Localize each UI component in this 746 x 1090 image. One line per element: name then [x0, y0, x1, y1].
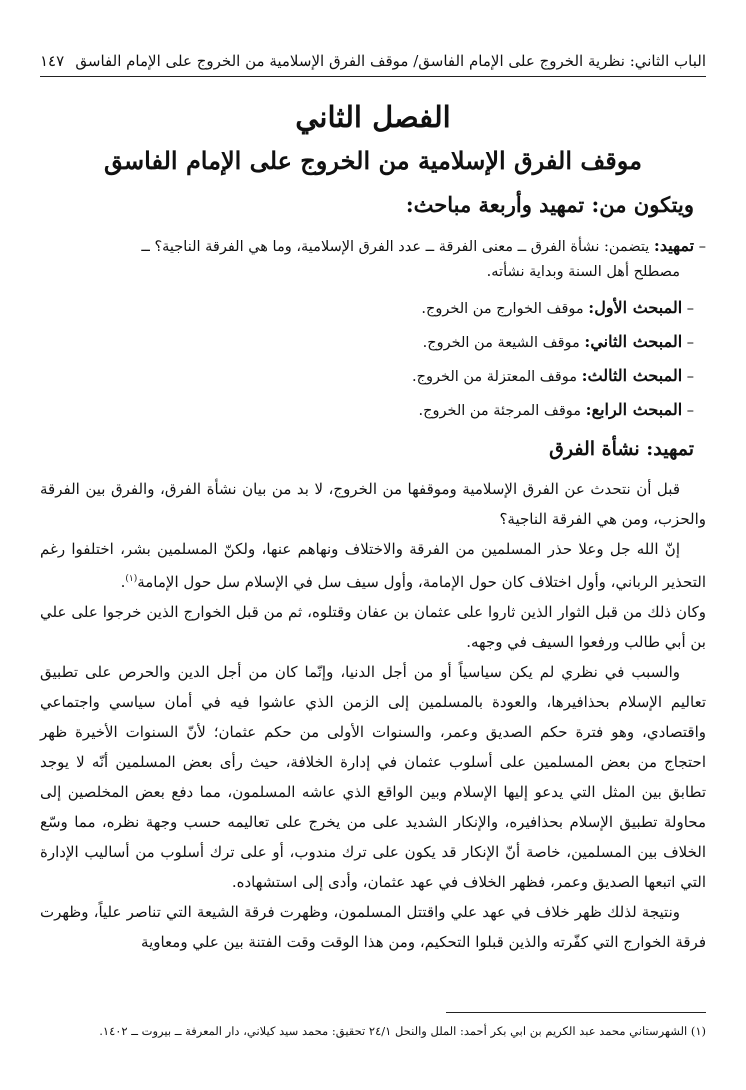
toc-item-label: المبحث الرابع: — [585, 400, 683, 419]
body-text — [40, 474, 706, 957]
toc-tamheed-label: تمهيد: — [653, 236, 695, 255]
header-title: الباب الثاني: نظرية الخروج على الإمام الفاسق/ موقف الفرق الإسلامية من الخروج على الإمام الفاسق — [75, 52, 706, 70]
toc-item: – المبحث الثاني: موقف الشيعة من الخروج. — [422, 332, 694, 351]
paragraph: قبل أن نتحدث عن الفرق الإسلامية وموقفها من الخروج، لا بد من بيان نشأة الفرق، والفرق بين الفرقة والحزب، ومن هي الفرقة الناجية؟ — [40, 480, 706, 528]
toc-tamheed-text: يتضمن: نشأة الفرق ــ معنى الفرقة ــ عدد الفرق الإسلامية، وما هي الفرقة الناجية؟ ــ — [141, 239, 650, 255]
toc-tamheed-cont — [487, 264, 680, 280]
footnote-divider — [446, 1012, 706, 1013]
paragraph: وكان ذلك من قبل الثوار الذين ثاروا على عثمان بن عفان وقتلوه، ثم من قبل الخوارج الذين خرجوا على علي بن أبي طالب ورفعوا السيف في وجهه. — [40, 603, 706, 651]
toc-item: – المبحث الرابع: موقف المرجئة من الخروج. — [418, 400, 694, 419]
footnote-ref: (١) — [125, 574, 138, 584]
paragraph: ونتيجة لذلك ظهر خلاف في عهد علي واقتتل المسلمون، وظهرت فرقة الشيعة التي تناصر علياً، وظهرت فرقة الخوارج التي كفّرته والذين قبلوا التحكيم، ومن هذا الوقت وقت الفتنة بين علي ومعاوية — [40, 903, 706, 951]
toc-item-text: موقف الخوارج من الخروج. — [421, 301, 584, 317]
page-number: ١٤٧ — [40, 52, 65, 70]
paragraph: إنّ الله جل وعلا حذر المسلمين من الفرقة والاختلاف ونهاهم عنها، ولكنّ المسلمين بشر، اختلفوا رغم التحذير الرباني، وأول اختلاف كان حول الإمامة، وأول سيف سل في الإسلام سل حول الإمامة$^{(١)}$. — [40, 540, 706, 591]
chapter-number: الفصل الثاني — [295, 100, 451, 134]
footnote: (١) الشهرستاني محمد عبد الكريم بن ابي بكر أحمد: الملل والنحل ٢٤/١ تحقيق: محمد سيد كيلاني، دار المعرفة ــ بيروت ــ ١٤٠٢. — [99, 1024, 706, 1038]
running-header — [40, 46, 706, 77]
toc-item: – المبحث الأول: موقف الخوارج من الخروج. — [421, 298, 694, 317]
chapter-intro: ويتكون من: تمهيد وأربعة مباحث: — [405, 192, 694, 217]
paragraph-text: إنّ الله جل وعلا حذر المسلمين من الفرقة والاختلاف ونهاهم عنها، ولكنّ المسلمين بشر، اختلفوا رغم التحذير الرباني، وأول اختلاف كان حول الإمامة، وأول سيف سل في الإسلام سل حول الإمامة — [40, 540, 706, 591]
toc-item: – المبحث الثالث: موقف المعتزلة من الخروج. — [411, 366, 694, 385]
toc-item-text: موقف الشيعة من الخروج. — [422, 335, 580, 351]
toc-tamheed: – تمهيد: يتضمن: نشأة الفرق ــ معنى الفرقة ــ عدد الفرق الإسلامية، وما هي الفرقة الناجية؟ ــ — [141, 236, 706, 255]
toc-tamheed-text-2: مصطلح أهل السنة وبداية نشأته. — [486, 264, 680, 280]
toc-item-label: المبحث الثاني: — [584, 332, 683, 351]
toc-item-label: المبحث الأول: — [588, 298, 683, 317]
toc-item-label: المبحث الثالث: — [581, 366, 683, 385]
section-heading: تمهيد: نشأة الفرق — [549, 438, 694, 460]
paragraph: والسبب في نظري لم يكن سياسياً أو من أجل الدنيا، وإنّما كان من أجل الدين والحرص على تطبيق تعاليم الإسلام بحذافيرها، والعودة بالمسلمين إلى الزمن الذي عاشوا فيه في أمان سياسي واجتماعي واقتصادي، وهو فترة حكم الصديق وعمر، والسنوات الأولى من حكم عثمان؛ لأنّ السنوات الأخيرة ظهر احتجاج من بعض المسلمين على أسلوب عثمان في إدارة الخلافة، حيث رأى بعض المسلمين أنّه لا يوجد تطابق بين المثل التي يدعو إليها الإسلام وبين الواقع الذي عاشه المسلمون، مما دفع بعض المخلصين إلى محاولة تطبيق الإسلام بحذافيره، والإنكار الشديد على من يخرج على تعاليمه حسب وجهة نظره، مما وسّع الخلاف بين المسلمين، خاصة أنّ الإنكار قد يكون على ترك مندوب، أو على ترك أسلوب من أساليب الإدارة التي اتبعها الصديق وعمر، فظهر الخلاف في عهد عثمان، وأدى إلى استشهاده. — [40, 663, 706, 891]
toc-item-text: موقف المعتزلة من الخروج. — [411, 369, 577, 385]
chapter-title: موقف الفرق الإسلامية من الخروج على الإمام الفاسق — [104, 146, 642, 175]
toc-item-text: موقف المرجئة من الخروج. — [418, 403, 582, 419]
